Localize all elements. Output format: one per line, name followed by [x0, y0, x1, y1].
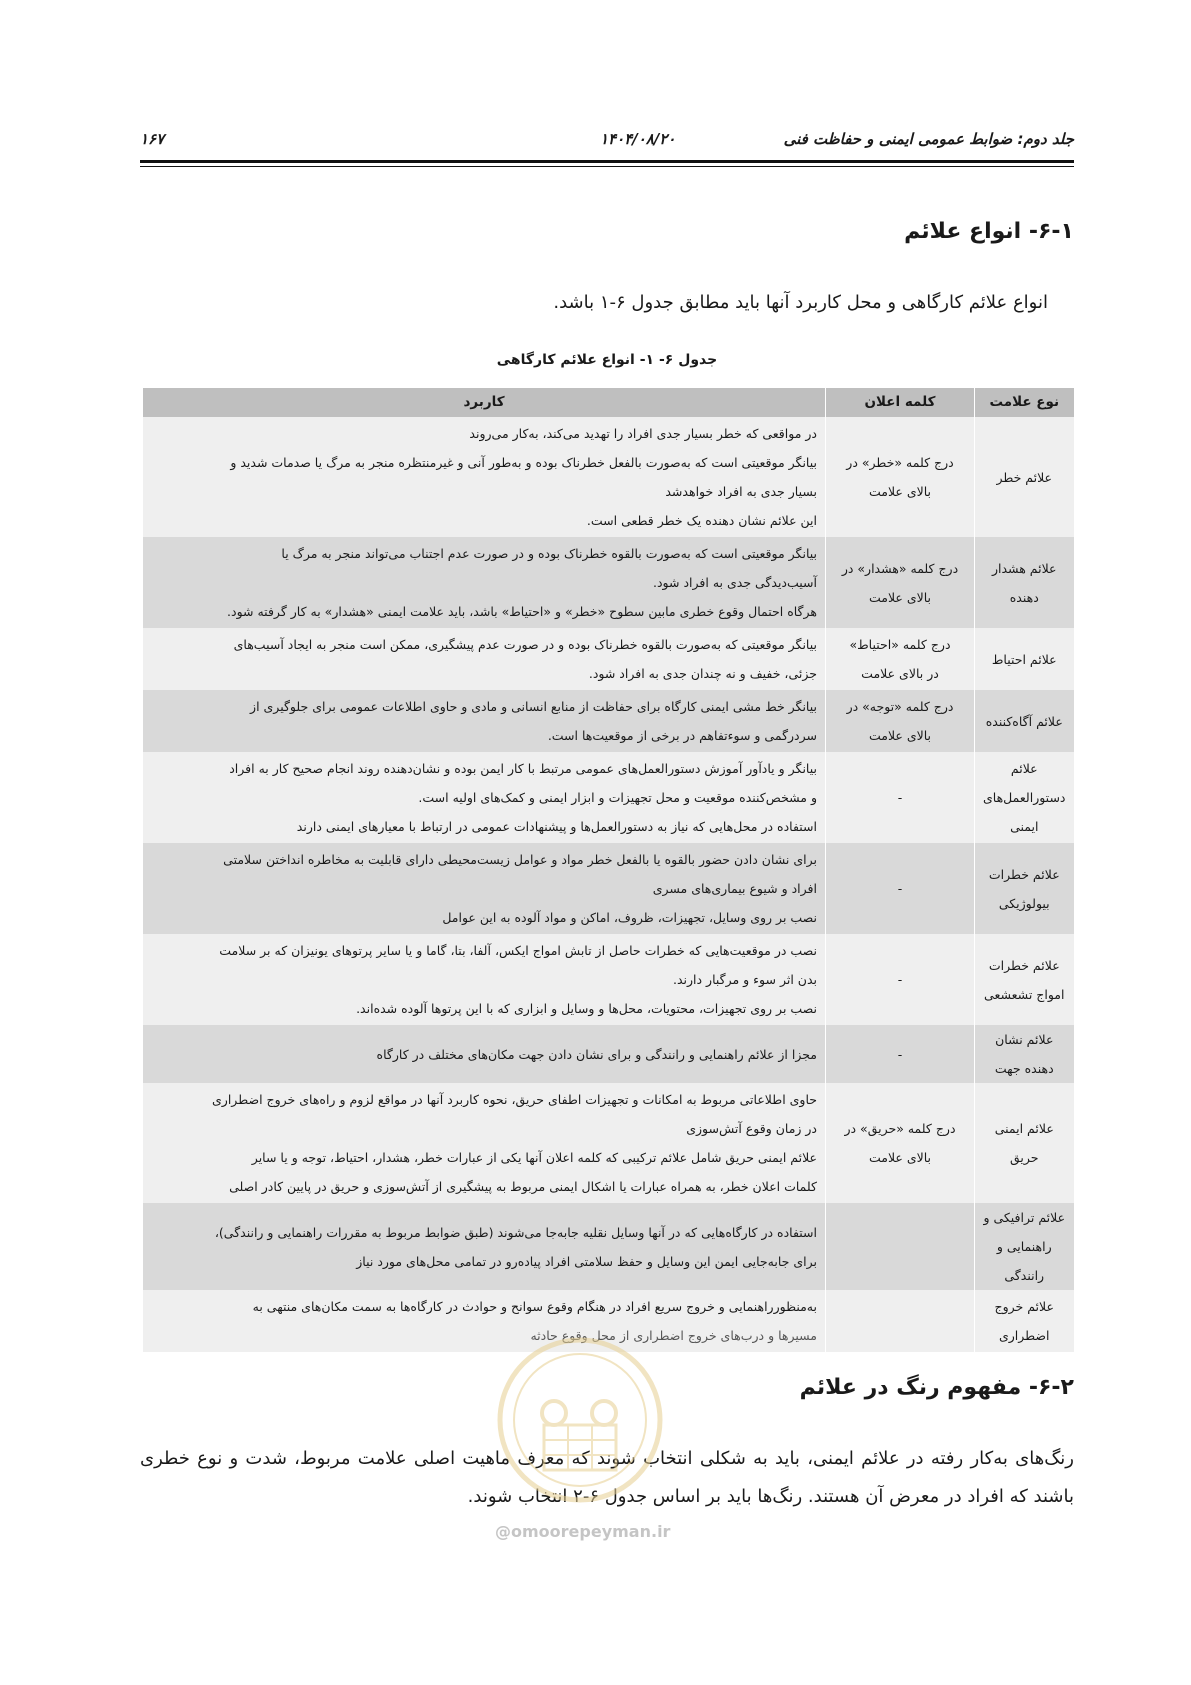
sign-type-line: علائم خروج [994, 1299, 1054, 1314]
sign-type-line: ایمنی [1010, 819, 1039, 834]
cell-sign-type [975, 934, 1074, 1025]
table-row [143, 1203, 1074, 1290]
cell-signal-word [826, 934, 975, 1025]
application-line: بیانگر خط مشی ایمنی کارگاه برای حفاظت از منابع انسانی و مادی و حاوی اطلاعات عمومی برای جلوگیری از [250, 699, 817, 714]
table-row [143, 417, 1074, 537]
application-line: نصب در موقعیت‌هایی که خطرات حاصل از تابش امواج ایکس، آلفا، بتا، گاما و یا سایر پرتوهای یونیزان که بر سلامت [219, 943, 817, 958]
book-title: جلد دوم: ضوابط عمومی ایمنی و حفاظت فنی [783, 130, 1074, 148]
cell-application [143, 843, 826, 934]
header-signal-word: کلمه اعلان [826, 388, 975, 417]
sign-type-line: امواج تشعشعی [984, 986, 1065, 1002]
application-line: بدن اثر سوء و مرگبار دارند. [672, 972, 817, 987]
cell-sign-type [975, 752, 1074, 843]
sign-type-line: رانندگی [1004, 1268, 1045, 1283]
application-line: جزئی، خفیف و نه چندان جدی به افراد شود. [588, 666, 817, 681]
table-caption: جدول ۶- ۱- انواع علائم کارگاهی [496, 352, 718, 368]
signal-word-line: در بالای علامت [861, 666, 939, 681]
watermark-logo [492, 1325, 667, 1535]
application-line: آسیب‌دیدگی جدی به افراد شود. [653, 575, 817, 590]
table-body [143, 417, 1074, 1352]
watermark-site: @omoorepeyman.ir [495, 1522, 671, 1541]
cell-signal-word [826, 417, 975, 537]
cell-signal-word [826, 752, 975, 843]
signal-word-line: بالای علامت [868, 728, 932, 743]
cell-signal-word [826, 628, 975, 690]
sign-type-line: علائم خطرات [988, 866, 1060, 882]
application-line: به‌منظورراهنمایی و خروج سریع افراد در هنگام وقوع سوانح و حوادث در کارگاه‌ها به سمت مکان‌های منتهی به [252, 1299, 817, 1314]
signal-word-line: درج کلمه «احتیاط» [849, 637, 951, 652]
signal-word-line: بالای علامت [868, 589, 932, 605]
cell-application [143, 934, 826, 1025]
header-date: ۱۴۰۴/۰۸/۲۰ [600, 130, 676, 148]
header-rule [140, 160, 1074, 163]
application-line: برای نشان دادن حضور بالقوه یا بالفعل خطر مواد و عوامل زیست‌محیطی دارای قابلیت به مخاطره انداختن سلامتی [223, 852, 817, 867]
application-line: کلمات اعلان خطر، به همراه عبارات یا اشکال ایمنی مربوط به پیشگیری از آتش‌سوزی و حریق در پایین کادر اصلی [229, 1179, 817, 1194]
application-line: در زمان وقوع آتش‌سوزی [686, 1121, 817, 1136]
application-line: و مشخص‌کننده موقعیت و محل تجهیزات و ابزار ایمنی و کمک‌های اولیه است. [418, 790, 817, 805]
table-row [143, 752, 1074, 843]
cell-sign-type [975, 843, 1074, 934]
application-line: برای جابه‌جایی ایمن این وسایل و حفظ سلامتی افراد پیاده‌رو در تمامی محل‌های مورد نیاز [356, 1253, 817, 1269]
table-row [143, 1083, 1074, 1203]
signal-word-line: - [897, 972, 903, 987]
cell-sign-type [975, 628, 1074, 690]
application-line: هرگاه احتمال وقوع خطری مابین سطوح «خطر» و «احتیاط» باشد، باید علامت ایمنی «هشدار» به کار گرفته شود. [227, 604, 817, 619]
sign-type-line: دهنده جهت [994, 1061, 1054, 1076]
cell-application [143, 1290, 826, 1352]
running-header [140, 130, 1074, 152]
signal-word-line: بالای علامت [868, 1150, 932, 1165]
signal-word-line: درج کلمه «توجه» در [846, 699, 954, 714]
cell-application [143, 752, 826, 843]
cell-signal-word [826, 537, 975, 628]
cell-application [143, 1083, 826, 1203]
cell-application [143, 417, 826, 537]
cell-signal-word [826, 690, 975, 752]
application-line: استفاده در محل‌هایی که نیاز به دستورالعمل‌ها و پیشنهادات عمومی در ارتباط با معیارهای ایمنی دارند [296, 819, 817, 834]
header-sign-type: نوع علامت [975, 388, 1074, 417]
cell-sign-type [975, 417, 1074, 537]
application-line: نصب بر روی تجهیزات، محتویات، محل‌ها و وسایل و ابزاری که با این پرتوها آلوده شده‌اند. [356, 1001, 817, 1016]
table-row [143, 1025, 1074, 1083]
sign-type-line: بیولوژیکی [998, 895, 1050, 911]
table-row [143, 690, 1074, 752]
cell-signal-word [826, 1290, 975, 1352]
sign-type-line: علائم نشان [995, 1032, 1054, 1047]
table-header-row [143, 388, 1074, 417]
application-line: بسیار جدی به افراد خواهدشد [665, 484, 817, 499]
cell-sign-type [975, 1083, 1074, 1203]
section-paragraph: رنگ‌های به‌کار رفته در علائم ایمنی، باید به شکلی انتخاب شوند که معرف ماهیت اصلی علامت مربوط، شدت و نوع خطری باشند که افراد در معرض آن هستند. رنگ‌ها باید بر اساس جدول ۶-۲ انتخاب شوند. [140, 1448, 1074, 1507]
signal-word-line: - [897, 881, 903, 896]
application-line: مجزا از علائم راهنمایی و رانندگی و برای نشان دادن جهت مکان‌های مختلف در کارگاه [376, 1046, 817, 1062]
application-line: استفاده در کارگاه‌هایی که در آنها وسایل نقلیه جابه‌جا می‌شوند (طبق ضوابط مربوط به مقررات راهنمایی و رانندگی)، [214, 1224, 817, 1240]
cell-signal-word [826, 843, 975, 934]
cell-signal-word [826, 1025, 975, 1083]
cell-application [143, 1025, 826, 1083]
application-line: علائم ایمنی حریق شامل علائم ترکیبی که کلمه اعلان آنها یکی از عبارات خطر، هشدار، احتیاط، توجه و یا سایر [251, 1150, 817, 1165]
section-intro: انواع علائم کارگاهی و محل کاربرد آنها باید مطابق جدول ۶-۱ باشد. [553, 292, 1048, 313]
table-row [143, 934, 1074, 1025]
cell-application [143, 628, 826, 690]
application-line: مسیرها و درب‌های خروج اضطراری از محل وقوع حادثه [530, 1328, 817, 1343]
header-application: کاربرد [143, 388, 826, 417]
signal-word-line: - [897, 1046, 903, 1062]
cell-signal-word [826, 1083, 975, 1203]
sign-type-line: علائم خطر [996, 469, 1053, 485]
application-line: در مواقعی که خطر بسیار جدی افراد را تهدید می‌کند، به‌کار می‌روند [469, 426, 817, 441]
sign-type-line: حریق [1009, 1150, 1039, 1165]
sign-type-line: علائم هشدار [991, 560, 1057, 576]
section-heading-color-concept: ۶-۲- مفهوم رنگ در علائم [799, 1375, 1074, 1400]
page-number: ۱۶۷ [140, 130, 165, 148]
table-row [143, 537, 1074, 628]
signal-word-line: درج کلمه «حریق» در [844, 1121, 956, 1136]
sign-type-line: دهنده [1009, 589, 1039, 605]
application-line: سردرگمی و سوء‌تفاهم در برخی از موقعیت‌ها است. [547, 728, 817, 743]
table-row [143, 843, 1074, 934]
application-line: این علائم نشان دهنده یک خطر قطعی است. [586, 513, 817, 528]
cell-application [143, 537, 826, 628]
application-line: بیانگر موقعیتی که به‌صورت بالقوه خطرناک بوده و در صورت عدم پیشگیری، ممکن است منجر به ایجاد آسیب‌های [233, 637, 817, 652]
cell-sign-type [975, 690, 1074, 752]
cell-sign-type [975, 537, 1074, 628]
sign-type-line: علائم ترافیکی و [983, 1210, 1066, 1225]
section-heading-sign-types: ۶-۱- انواع علائم [904, 219, 1074, 244]
application-line: افراد و شیوع بیماری‌های مسری [652, 881, 817, 896]
signal-word-line: بالای علامت [868, 484, 932, 499]
cell-application [143, 1203, 826, 1290]
header-rule-thin [140, 166, 1074, 167]
application-line: بیانگر و یادآور آموزش دستورالعمل‌های عمومی مرتبط با کار ایمن بوده و نشان‌دهنده روند انجام صحیح کار به افراد [229, 761, 817, 776]
application-line: بیانگر موقعیتی است که به‌صورت بالقوه خطرناک بوده و در صورت عدم اجتناب می‌تواند منجر به مرگ یا [281, 546, 817, 561]
table-row [143, 628, 1074, 690]
sign-type-line: دستورالعمل‌های [983, 790, 1066, 805]
signal-word-line: درج کلمه «خطر» در [846, 455, 954, 470]
sign-type-line: راهنمایی و [996, 1239, 1052, 1254]
cell-application [143, 690, 826, 752]
sign-type-line: علائم احتیاط [991, 651, 1057, 667]
cell-sign-type [975, 1203, 1074, 1290]
sign-type-line: علائم خطرات [988, 957, 1060, 973]
sign-type-line: علائم ایمنی [994, 1121, 1054, 1136]
sign-type-line: علائم [1010, 761, 1038, 776]
sign-type-line: اضطراری [998, 1328, 1050, 1343]
sign-type-line: علائم آگاه‌کننده [985, 713, 1063, 729]
signal-word-line: - [897, 790, 903, 805]
cell-signal-word [826, 1203, 975, 1290]
sign-types-table [142, 388, 1074, 1352]
signal-word-line: درج کلمه «هشدار» در [841, 560, 959, 576]
cell-sign-type [975, 1290, 1074, 1352]
cell-sign-type [975, 1025, 1074, 1083]
application-line: بیانگر موقعیتی است که به‌صورت بالفعل خطرناک بوده و به‌طور آنی و غیرمنتظره منجر به مرگ یا صدمات شدید و [230, 455, 817, 470]
application-line: حاوی اطلاعاتی مربوط به امکانات و تجهیزات اطفای حریق، نحوه کاربرد آنها در مواقع لزوم و راه‌های خروج اضطراری [212, 1092, 817, 1107]
application-line: نصب بر روی وسایل، تجهیزات، ظروف، اماکن و مواد آلوده به این عوامل [442, 910, 817, 925]
